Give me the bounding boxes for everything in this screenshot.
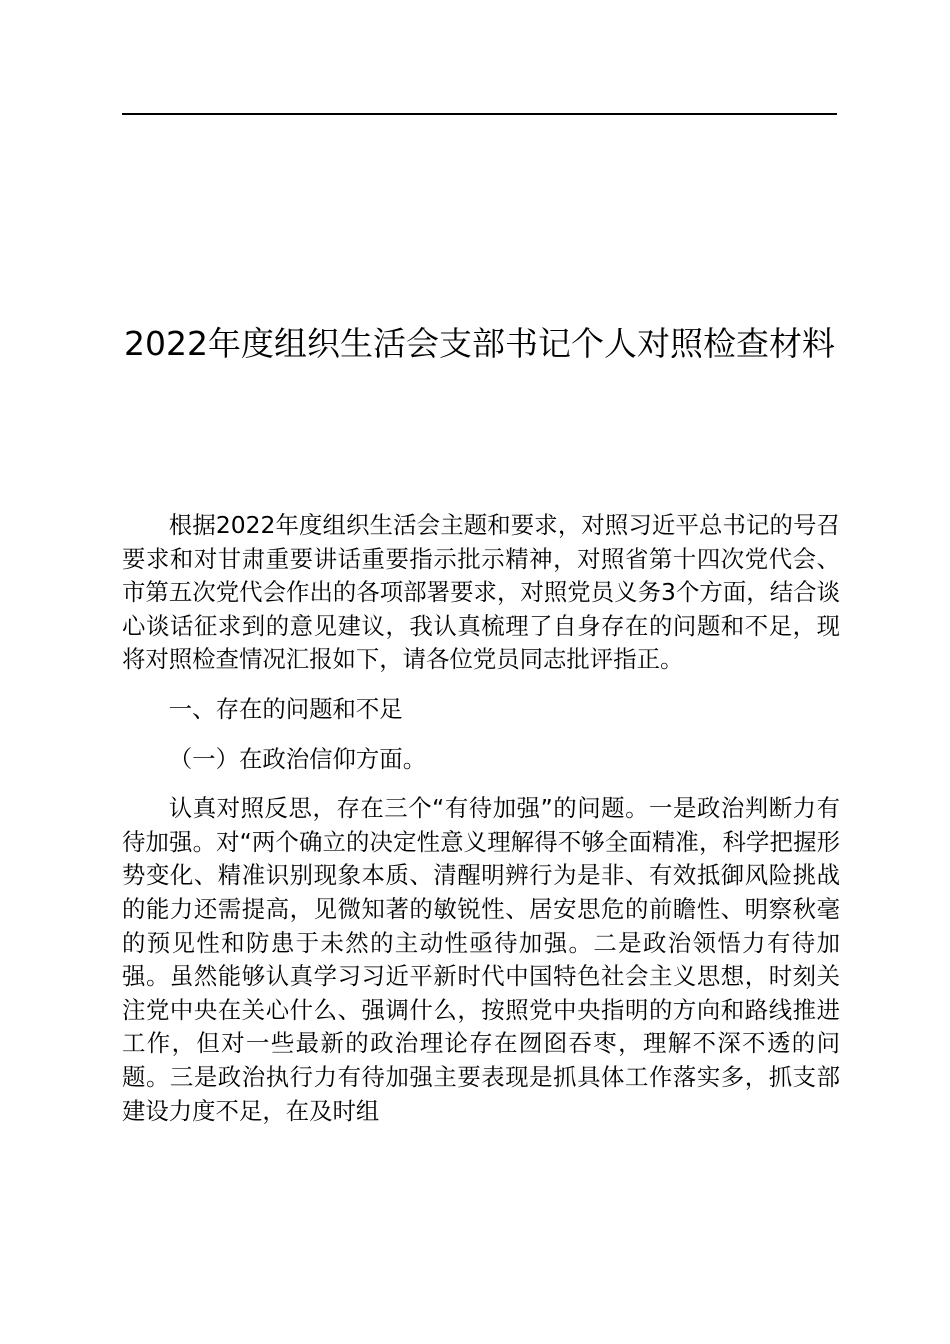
paragraph-political-belief: 认真对照反思，存在三个“有待加强”的问题。一是政治判断力有待加强。对“两个确立的决定性意义理解得不够全面精准，科学把握形势变化、精准识别现象本质、清醒明辨行为是非、有效抵御风险挑战的能力还需提高，见微知著的敏锐性、居安思危的前瞻性、明察秋毫的预见性和防患于未然的主动性亟待加强。二是政治领悟力有待加强。虽然能够认真学习习近平新时代中国特色社会主义思想，时刻关注党中央在关心什么、强调什么，按照党中央指明的方向和路线推进工作，但对一些最新的政治理论存在囫囵吞枣，理解不深不透的问题。三是政治执行力有待加强主要表现是抓具体工作落实多，抓支部建设力度不足，在及时组	[122, 794, 840, 1125]
document-title: 2022年度组织生活会支部书记个人对照检查材料	[124, 324, 835, 363]
document-body	[122, 509, 840, 1137]
subsection-heading: （一）在政治信仰方面。	[168, 744, 427, 773]
paragraph-intro: 根据2022年度组织生活会主题和要求，对照习近平总书记的号召要求和对甘肃重要讲话重要指示批示精神，对照省第十四次党代会、市第五次党代会作出的各项部署要求，对照党员义务3个方面，结合谈心谈话征求到的意见建议，我认真梳理了自身存在的问题和不足，现将对照检查情况汇报如下，请各位党员同志批评指正。	[122, 511, 840, 674]
section-heading: 一、存在的问题和不足	[168, 694, 403, 723]
header-rule	[122, 113, 837, 115]
